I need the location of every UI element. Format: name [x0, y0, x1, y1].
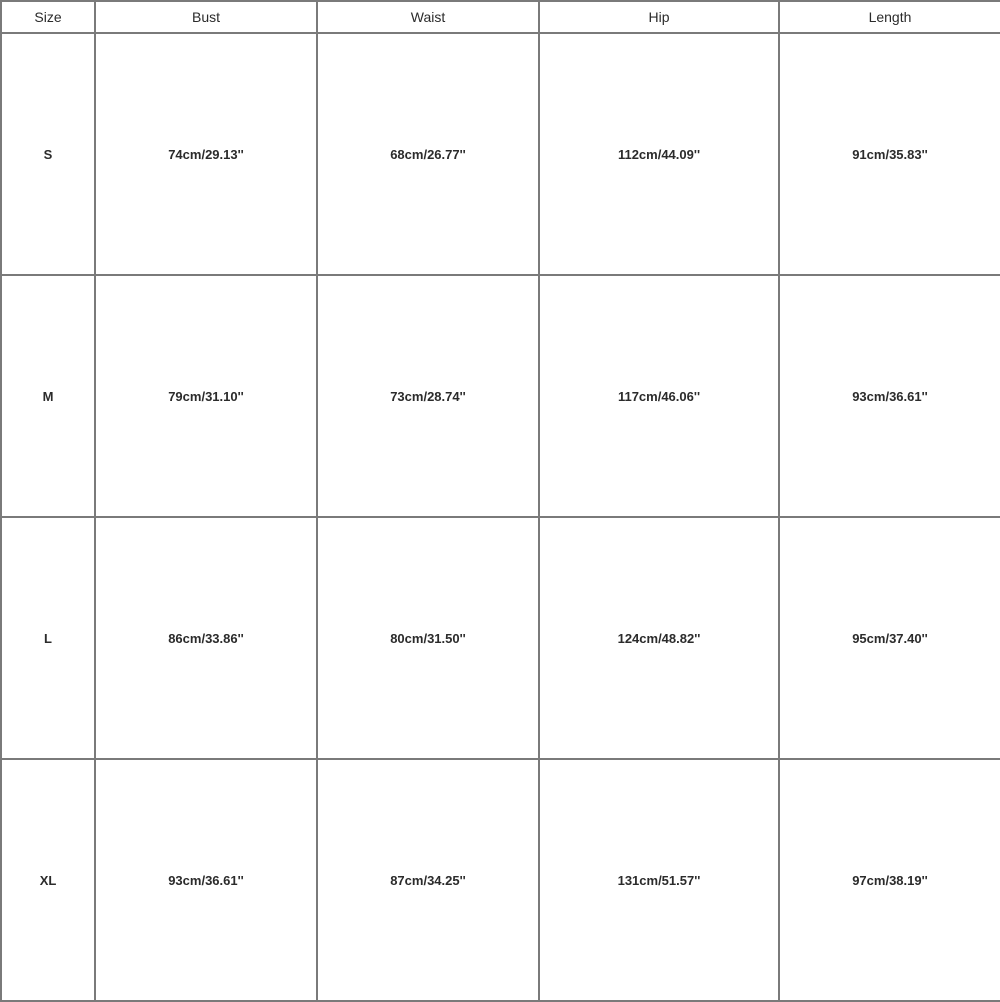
table-row — [1, 759, 1000, 1001]
header-size: Size — [1, 1, 95, 33]
length-cell: 95cm/37.40'' — [779, 517, 1000, 759]
length-cell: 97cm/38.19'' — [779, 759, 1000, 1001]
hip-cell: 117cm/46.06'' — [539, 275, 779, 517]
length-cell: 93cm/36.61'' — [779, 275, 1000, 517]
size-cell: S — [1, 33, 95, 275]
waist-cell: 68cm/26.77'' — [317, 33, 539, 275]
bust-cell: 86cm/33.86'' — [95, 517, 317, 759]
table-row — [1, 517, 1000, 759]
size-cell: M — [1, 275, 95, 517]
header-waist: Waist — [317, 1, 539, 33]
table-row — [1, 275, 1000, 517]
header-hip: Hip — [539, 1, 779, 33]
hip-cell: 124cm/48.82'' — [539, 517, 779, 759]
hip-cell: 131cm/51.57'' — [539, 759, 779, 1001]
bust-cell: 74cm/29.13'' — [95, 33, 317, 275]
waist-cell: 80cm/31.50'' — [317, 517, 539, 759]
size-cell: XL — [1, 759, 95, 1001]
waist-cell: 87cm/34.25'' — [317, 759, 539, 1001]
size-cell: L — [1, 517, 95, 759]
hip-cell: 112cm/44.09'' — [539, 33, 779, 275]
table-row — [1, 33, 1000, 275]
header-row — [1, 1, 1000, 33]
waist-cell: 73cm/28.74'' — [317, 275, 539, 517]
length-cell: 91cm/35.83'' — [779, 33, 1000, 275]
bust-cell: 93cm/36.61'' — [95, 759, 317, 1001]
header-bust: Bust — [95, 1, 317, 33]
bust-cell: 79cm/31.10'' — [95, 275, 317, 517]
header-length: Length — [779, 1, 1000, 33]
